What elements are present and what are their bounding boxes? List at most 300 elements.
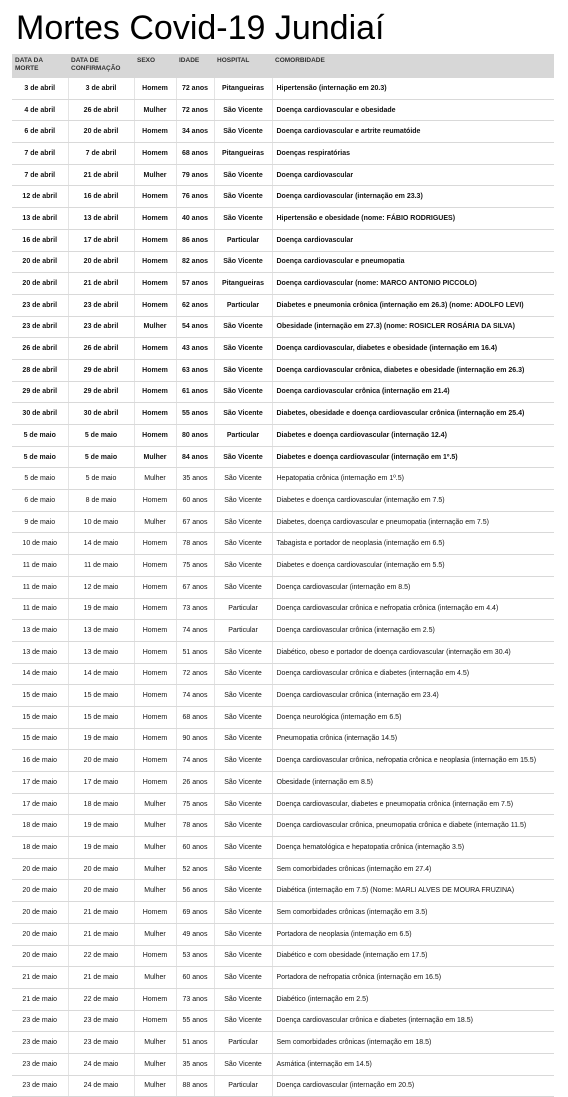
- table-row: [12, 1075, 554, 1097]
- age-cell: 62 anos: [176, 294, 214, 316]
- confirmation-date-cell: 19 de maio: [68, 728, 134, 750]
- comorbidity-cell: Diabetes e pneumonia crônica (internação em 26.3) (nome: ADOLFO LEVI): [272, 294, 554, 316]
- table-row: [12, 316, 554, 338]
- hospital-cell: São Vicente: [214, 837, 272, 859]
- death-date-cell: 13 de abril: [12, 208, 68, 230]
- table-row: [12, 121, 554, 143]
- age-cell: 72 anos: [176, 78, 214, 99]
- confirmation-date-cell: 21 de abril: [68, 273, 134, 295]
- age-cell: 34 anos: [176, 121, 214, 143]
- age-cell: 54 anos: [176, 316, 214, 338]
- confirmation-date-cell: 13 de abril: [68, 208, 134, 230]
- confirmation-date-cell: 26 de abril: [68, 99, 134, 121]
- comorbidity-cell: Sem comorbidades crônicas (internação em 18.5): [272, 1032, 554, 1054]
- sex-cell: Homem: [134, 338, 176, 360]
- sex-cell: Homem: [134, 1010, 176, 1032]
- comorbidity-cell: Doença cardiovascular crônica, pneumopatia crônica e diabete (internação 11.5): [272, 815, 554, 837]
- age-cell: 88 anos: [176, 1075, 214, 1097]
- table-row: [12, 186, 554, 208]
- confirmation-date-cell: 15 de maio: [68, 706, 134, 728]
- sex-cell: Homem: [134, 359, 176, 381]
- sex-cell: Homem: [134, 988, 176, 1010]
- confirmation-date-cell: 24 de maio: [68, 1075, 134, 1097]
- sex-cell: Homem: [134, 641, 176, 663]
- sex-cell: Mulher: [134, 967, 176, 989]
- age-cell: 86 anos: [176, 229, 214, 251]
- age-cell: 76 anos: [176, 186, 214, 208]
- sex-cell: Mulher: [134, 793, 176, 815]
- sex-cell: Homem: [134, 381, 176, 403]
- comorbidity-cell: Hipertensão e obesidade (nome: FÁBIO RODRIGUES): [272, 208, 554, 230]
- death-date-cell: 6 de abril: [12, 121, 68, 143]
- sex-cell: Homem: [134, 121, 176, 143]
- hospital-cell: São Vicente: [214, 902, 272, 924]
- sex-cell: Mulher: [134, 1032, 176, 1054]
- hospital-cell: São Vicente: [214, 1053, 272, 1075]
- comorbidity-cell: Hepatopatia crônica (internação em 1º.5): [272, 468, 554, 490]
- comorbidity-cell: Tabagista e portador de neoplasia (internação em 6.5): [272, 533, 554, 555]
- comorbidity-cell: Obesidade (internação em 8.5): [272, 772, 554, 794]
- age-cell: 74 anos: [176, 620, 214, 642]
- confirmation-date-cell: 22 de maio: [68, 988, 134, 1010]
- table-header: [12, 54, 554, 78]
- comorbidity-cell: Doença cardiovascular (nome: MARCO ANTONIO PICCOLO): [272, 273, 554, 295]
- comorbidity-cell: Doença cardiovascular (internação em 23.3): [272, 186, 554, 208]
- death-date-cell: 15 de maio: [12, 728, 68, 750]
- comorbidity-cell: Obesidade (internação em 27.3) (nome: ROSICLER ROSÁRIA DA SILVA): [272, 316, 554, 338]
- age-cell: 51 anos: [176, 641, 214, 663]
- confirmation-date-cell: 14 de maio: [68, 533, 134, 555]
- sex-cell: Mulher: [134, 316, 176, 338]
- confirmation-date-cell: 29 de abril: [68, 381, 134, 403]
- age-cell: 60 anos: [176, 490, 214, 512]
- table-row: [12, 576, 554, 598]
- hospital-cell: Particular: [214, 1075, 272, 1097]
- table-row: [12, 425, 554, 447]
- age-cell: 52 anos: [176, 858, 214, 880]
- death-date-cell: 23 de abril: [12, 294, 68, 316]
- sex-cell: Homem: [134, 706, 176, 728]
- comorbidity-cell: Doença cardiovascular e obesidade: [272, 99, 554, 121]
- sex-cell: Homem: [134, 555, 176, 577]
- table-row: [12, 273, 554, 295]
- age-cell: 80 anos: [176, 425, 214, 447]
- comorbidity-cell: Doença cardiovascular crônica e nefropatia crônica (internação em 4.4): [272, 598, 554, 620]
- age-cell: 73 anos: [176, 598, 214, 620]
- confirmation-date-cell: 20 de abril: [68, 251, 134, 273]
- death-date-cell: 9 de maio: [12, 511, 68, 533]
- death-date-cell: 17 de maio: [12, 793, 68, 815]
- age-cell: 72 anos: [176, 663, 214, 685]
- age-cell: 26 anos: [176, 772, 214, 794]
- confirmation-date-cell: 13 de maio: [68, 620, 134, 642]
- death-date-cell: 23 de maio: [12, 1010, 68, 1032]
- comorbidity-cell: Doença cardiovascular: [272, 229, 554, 251]
- sex-cell: Homem: [134, 273, 176, 295]
- hospital-cell: São Vicente: [214, 945, 272, 967]
- hospital-cell: Pitangueiras: [214, 143, 272, 165]
- table-row: [12, 815, 554, 837]
- comorbidity-cell: Diabético (internação em 2.5): [272, 988, 554, 1010]
- confirmation-date-cell: 21 de maio: [68, 923, 134, 945]
- death-date-cell: 11 de maio: [12, 576, 68, 598]
- table-row: [12, 598, 554, 620]
- death-date-cell: 23 de maio: [12, 1032, 68, 1054]
- header-age: IDADE: [176, 54, 214, 78]
- header-confirmation-date: DATA DE CONFIRMAÇÃO: [68, 54, 134, 78]
- table-row: [12, 533, 554, 555]
- death-date-cell: 5 de maio: [12, 468, 68, 490]
- death-date-cell: 5 de maio: [12, 425, 68, 447]
- hospital-cell: São Vicente: [214, 641, 272, 663]
- comorbidity-cell: Diabetes, doença cardiovascular e pneumopatia (internação em 7.5): [272, 511, 554, 533]
- sex-cell: Homem: [134, 772, 176, 794]
- comorbidity-cell: Doença cardiovascular: [272, 164, 554, 186]
- hospital-cell: Particular: [214, 1032, 272, 1054]
- death-date-cell: 20 de maio: [12, 858, 68, 880]
- sex-cell: Homem: [134, 945, 176, 967]
- table-row: [12, 490, 554, 512]
- hospital-cell: São Vicente: [214, 511, 272, 533]
- table-row: [12, 1053, 554, 1075]
- age-cell: 60 anos: [176, 967, 214, 989]
- sex-cell: Mulher: [134, 923, 176, 945]
- table-row: [12, 837, 554, 859]
- hospital-cell: São Vicente: [214, 555, 272, 577]
- header-comorbidity: COMORBIDADE: [272, 54, 554, 78]
- death-date-cell: 5 de maio: [12, 446, 68, 468]
- age-cell: 68 anos: [176, 143, 214, 165]
- comorbidity-cell: Portadora de neoplasia (internação em 6.5): [272, 923, 554, 945]
- hospital-cell: São Vicente: [214, 533, 272, 555]
- table-row: [12, 164, 554, 186]
- death-date-cell: 16 de maio: [12, 750, 68, 772]
- table-row: [12, 988, 554, 1010]
- hospital-cell: São Vicente: [214, 750, 272, 772]
- age-cell: 78 anos: [176, 815, 214, 837]
- death-date-cell: 7 de abril: [12, 164, 68, 186]
- table-row: [12, 468, 554, 490]
- hospital-cell: São Vicente: [214, 251, 272, 273]
- comorbidity-cell: Doença cardiovascular crônica, nefropatia crônica e neoplasia (internação em 15.5): [272, 750, 554, 772]
- comorbidity-cell: Asmática (internação em 14.5): [272, 1053, 554, 1075]
- confirmation-date-cell: 26 de abril: [68, 338, 134, 360]
- sex-cell: Homem: [134, 78, 176, 99]
- confirmation-date-cell: 23 de abril: [68, 294, 134, 316]
- confirmation-date-cell: 17 de abril: [68, 229, 134, 251]
- hospital-cell: São Vicente: [214, 880, 272, 902]
- comorbidity-cell: Doença cardiovascular, diabetes e pneumopatia crônica (internação em 7.5): [272, 793, 554, 815]
- sex-cell: Homem: [134, 902, 176, 924]
- comorbidity-cell: Doença hematológica e hepatopatia crônica (internação 3.5): [272, 837, 554, 859]
- hospital-cell: São Vicente: [214, 858, 272, 880]
- sex-cell: Homem: [134, 663, 176, 685]
- age-cell: 43 anos: [176, 338, 214, 360]
- hospital-cell: Pitangueiras: [214, 78, 272, 99]
- age-cell: 73 anos: [176, 988, 214, 1010]
- sex-cell: Homem: [134, 251, 176, 273]
- sex-cell: Mulher: [134, 446, 176, 468]
- age-cell: 68 anos: [176, 706, 214, 728]
- table-row: [12, 229, 554, 251]
- comorbidity-cell: Sem comorbidades crônicas (internação em 27.4): [272, 858, 554, 880]
- death-date-cell: 7 de abril: [12, 143, 68, 165]
- table-row: [12, 338, 554, 360]
- comorbidity-cell: Doença cardiovascular crônica e diabetes (internação em 4.5): [272, 663, 554, 685]
- age-cell: 78 anos: [176, 533, 214, 555]
- confirmation-date-cell: 10 de maio: [68, 511, 134, 533]
- death-date-cell: 18 de maio: [12, 837, 68, 859]
- death-date-cell: 13 de maio: [12, 620, 68, 642]
- table-row: [12, 858, 554, 880]
- table-row: [12, 555, 554, 577]
- table-row: [12, 923, 554, 945]
- table-row: [12, 880, 554, 902]
- age-cell: 35 anos: [176, 1053, 214, 1075]
- hospital-cell: São Vicente: [214, 1010, 272, 1032]
- age-cell: 90 anos: [176, 728, 214, 750]
- confirmation-date-cell: 17 de maio: [68, 772, 134, 794]
- hospital-cell: São Vicente: [214, 186, 272, 208]
- death-date-cell: 28 de abril: [12, 359, 68, 381]
- comorbidity-cell: Doença cardiovascular e pneumopatia: [272, 251, 554, 273]
- death-date-cell: 4 de abril: [12, 99, 68, 121]
- sex-cell: Homem: [134, 598, 176, 620]
- death-date-cell: 21 de maio: [12, 967, 68, 989]
- sex-cell: Mulher: [134, 815, 176, 837]
- sex-cell: Homem: [134, 425, 176, 447]
- comorbidity-cell: Doença cardiovascular, diabetes e obesidade (internação em 16.4): [272, 338, 554, 360]
- comorbidity-cell: Doença cardiovascular crônica, diabetes e obesidade (internação em 26.3): [272, 359, 554, 381]
- hospital-cell: São Vicente: [214, 923, 272, 945]
- age-cell: 63 anos: [176, 359, 214, 381]
- death-date-cell: 30 de abril: [12, 403, 68, 425]
- sex-cell: Homem: [134, 728, 176, 750]
- sex-cell: Homem: [134, 576, 176, 598]
- hospital-cell: São Vicente: [214, 99, 272, 121]
- table-row: [12, 1010, 554, 1032]
- age-cell: 55 anos: [176, 403, 214, 425]
- hospital-cell: Particular: [214, 294, 272, 316]
- sex-cell: Mulher: [134, 1053, 176, 1075]
- sex-cell: Mulher: [134, 511, 176, 533]
- confirmation-date-cell: 21 de abril: [68, 164, 134, 186]
- table-row: [12, 706, 554, 728]
- death-date-cell: 23 de abril: [12, 316, 68, 338]
- table-row: [12, 945, 554, 967]
- comorbidity-cell: Hipertensão (internação em 20.3): [272, 78, 554, 99]
- death-date-cell: 16 de abril: [12, 229, 68, 251]
- confirmation-date-cell: 19 de maio: [68, 815, 134, 837]
- death-date-cell: 20 de maio: [12, 902, 68, 924]
- hospital-cell: Particular: [214, 229, 272, 251]
- confirmation-date-cell: 7 de abril: [68, 143, 134, 165]
- table-body: [12, 78, 554, 1097]
- hospital-cell: São Vicente: [214, 576, 272, 598]
- confirmation-date-cell: 12 de maio: [68, 576, 134, 598]
- sex-cell: Mulher: [134, 99, 176, 121]
- confirmation-date-cell: 3 de abril: [68, 78, 134, 99]
- hospital-cell: São Vicente: [214, 685, 272, 707]
- death-date-cell: 20 de maio: [12, 880, 68, 902]
- confirmation-date-cell: 20 de abril: [68, 121, 134, 143]
- death-date-cell: 12 de abril: [12, 186, 68, 208]
- hospital-cell: Particular: [214, 598, 272, 620]
- hospital-cell: São Vicente: [214, 490, 272, 512]
- comorbidity-cell: Sem comorbidades crônicas (internação em 3.5): [272, 902, 554, 924]
- hospital-cell: São Vicente: [214, 728, 272, 750]
- death-date-cell: 11 de maio: [12, 598, 68, 620]
- comorbidity-cell: Doença cardiovascular crônica (internação em 2.5): [272, 620, 554, 642]
- sex-cell: Homem: [134, 186, 176, 208]
- hospital-cell: São Vicente: [214, 164, 272, 186]
- age-cell: 72 anos: [176, 99, 214, 121]
- age-cell: 49 anos: [176, 923, 214, 945]
- comorbidity-cell: Diabetes e doença cardiovascular (internação em 7.5): [272, 490, 554, 512]
- age-cell: 53 anos: [176, 945, 214, 967]
- hospital-cell: Particular: [214, 620, 272, 642]
- table-row: [12, 251, 554, 273]
- age-cell: 67 anos: [176, 511, 214, 533]
- death-date-cell: 13 de maio: [12, 641, 68, 663]
- confirmation-date-cell: 18 de maio: [68, 793, 134, 815]
- hospital-cell: São Vicente: [214, 468, 272, 490]
- table-row: [12, 403, 554, 425]
- confirmation-date-cell: 8 de maio: [68, 490, 134, 512]
- age-cell: 84 anos: [176, 446, 214, 468]
- hospital-cell: São Vicente: [214, 446, 272, 468]
- death-date-cell: 14 de maio: [12, 663, 68, 685]
- table-row: [12, 793, 554, 815]
- age-cell: 60 anos: [176, 837, 214, 859]
- age-cell: 74 anos: [176, 685, 214, 707]
- comorbidity-cell: Doença cardiovascular crônica (internação em 23.4): [272, 685, 554, 707]
- age-cell: 75 anos: [176, 555, 214, 577]
- comorbidity-cell: Doença cardiovascular crônica (internação em 21.4): [272, 381, 554, 403]
- age-cell: 55 anos: [176, 1010, 214, 1032]
- comorbidity-cell: Diabetes e doença cardiovascular (internação 12.4): [272, 425, 554, 447]
- hospital-cell: São Vicente: [214, 793, 272, 815]
- confirmation-date-cell: 19 de maio: [68, 598, 134, 620]
- sex-cell: Homem: [134, 143, 176, 165]
- age-cell: 61 anos: [176, 381, 214, 403]
- header-row: [12, 54, 554, 78]
- hospital-cell: São Vicente: [214, 772, 272, 794]
- confirmation-date-cell: 20 de maio: [68, 750, 134, 772]
- table-row: [12, 663, 554, 685]
- table-row: [12, 143, 554, 165]
- confirmation-date-cell: 20 de maio: [68, 880, 134, 902]
- confirmation-date-cell: 11 de maio: [68, 555, 134, 577]
- sex-cell: Homem: [134, 620, 176, 642]
- confirmation-date-cell: 13 de maio: [68, 641, 134, 663]
- confirmation-date-cell: 23 de maio: [68, 1032, 134, 1054]
- comorbidity-cell: Portadora de nefropatia crônica (internação em 16.5): [272, 967, 554, 989]
- confirmation-date-cell: 21 de maio: [68, 967, 134, 989]
- death-date-cell: 10 de maio: [12, 533, 68, 555]
- hospital-cell: Particular: [214, 425, 272, 447]
- hospital-cell: São Vicente: [214, 663, 272, 685]
- hospital-cell: São Vicente: [214, 967, 272, 989]
- age-cell: 56 anos: [176, 880, 214, 902]
- confirmation-date-cell: 30 de abril: [68, 403, 134, 425]
- hospital-cell: São Vicente: [214, 403, 272, 425]
- death-date-cell: 15 de maio: [12, 685, 68, 707]
- table-row: [12, 685, 554, 707]
- confirmation-date-cell: 5 de maio: [68, 468, 134, 490]
- comorbidity-cell: Doença cardiovascular crônica e diabetes (internação em 18.5): [272, 1010, 554, 1032]
- hospital-cell: São Vicente: [214, 988, 272, 1010]
- age-cell: 67 anos: [176, 576, 214, 598]
- comorbidity-cell: Diabético e com obesidade (internação em 17.5): [272, 945, 554, 967]
- death-date-cell: 17 de maio: [12, 772, 68, 794]
- confirmation-date-cell: 20 de maio: [68, 858, 134, 880]
- death-date-cell: 6 de maio: [12, 490, 68, 512]
- deaths-table: [12, 54, 554, 1097]
- confirmation-date-cell: 16 de abril: [68, 186, 134, 208]
- death-date-cell: 20 de abril: [12, 251, 68, 273]
- death-date-cell: 23 de maio: [12, 1053, 68, 1075]
- hospital-cell: São Vicente: [214, 316, 272, 338]
- confirmation-date-cell: 14 de maio: [68, 663, 134, 685]
- age-cell: 57 anos: [176, 273, 214, 295]
- comorbidity-cell: Doenças respiratórias: [272, 143, 554, 165]
- death-date-cell: 21 de maio: [12, 988, 68, 1010]
- death-date-cell: 15 de maio: [12, 706, 68, 728]
- table-row: [12, 78, 554, 99]
- age-cell: 69 anos: [176, 902, 214, 924]
- hospital-cell: São Vicente: [214, 121, 272, 143]
- death-date-cell: 11 de maio: [12, 555, 68, 577]
- table-row: [12, 967, 554, 989]
- table-row: [12, 750, 554, 772]
- hospital-cell: Pitangueiras: [214, 273, 272, 295]
- confirmation-date-cell: 21 de maio: [68, 902, 134, 924]
- table-row: [12, 446, 554, 468]
- table-row: [12, 294, 554, 316]
- sex-cell: Mulher: [134, 837, 176, 859]
- comorbidity-cell: Pneumopatia crônica (internação 14.5): [272, 728, 554, 750]
- comorbidity-cell: Diabética (internação em 7.5) (Nome: MARLI ALVES DE MOURA FRUZINA): [272, 880, 554, 902]
- hospital-cell: São Vicente: [214, 706, 272, 728]
- death-date-cell: 29 de abril: [12, 381, 68, 403]
- sex-cell: Homem: [134, 229, 176, 251]
- table-row: [12, 728, 554, 750]
- sex-cell: Homem: [134, 490, 176, 512]
- death-date-cell: 23 de maio: [12, 1075, 68, 1097]
- confirmation-date-cell: 5 de maio: [68, 425, 134, 447]
- comorbidity-cell: Doença cardiovascular e artrite reumatóide: [272, 121, 554, 143]
- age-cell: 75 anos: [176, 793, 214, 815]
- sex-cell: Homem: [134, 403, 176, 425]
- confirmation-date-cell: 5 de maio: [68, 446, 134, 468]
- page-title: Mortes Covid-19 Jundiaí: [16, 9, 385, 47]
- comorbidity-cell: Diabético, obeso e portador de doença cardiovascular (internação em 30.4): [272, 641, 554, 663]
- sex-cell: Homem: [134, 750, 176, 772]
- sex-cell: Homem: [134, 685, 176, 707]
- age-cell: 40 anos: [176, 208, 214, 230]
- hospital-cell: São Vicente: [214, 815, 272, 837]
- table-row: [12, 208, 554, 230]
- death-date-cell: 18 de maio: [12, 815, 68, 837]
- age-cell: 74 anos: [176, 750, 214, 772]
- table-row: [12, 902, 554, 924]
- table-row: [12, 1032, 554, 1054]
- comorbidity-cell: Doença neurológica (internação em 6.5): [272, 706, 554, 728]
- death-date-cell: 20 de maio: [12, 945, 68, 967]
- hospital-cell: São Vicente: [214, 208, 272, 230]
- comorbidity-cell: Doença cardiovascular (internação em 20.5): [272, 1075, 554, 1097]
